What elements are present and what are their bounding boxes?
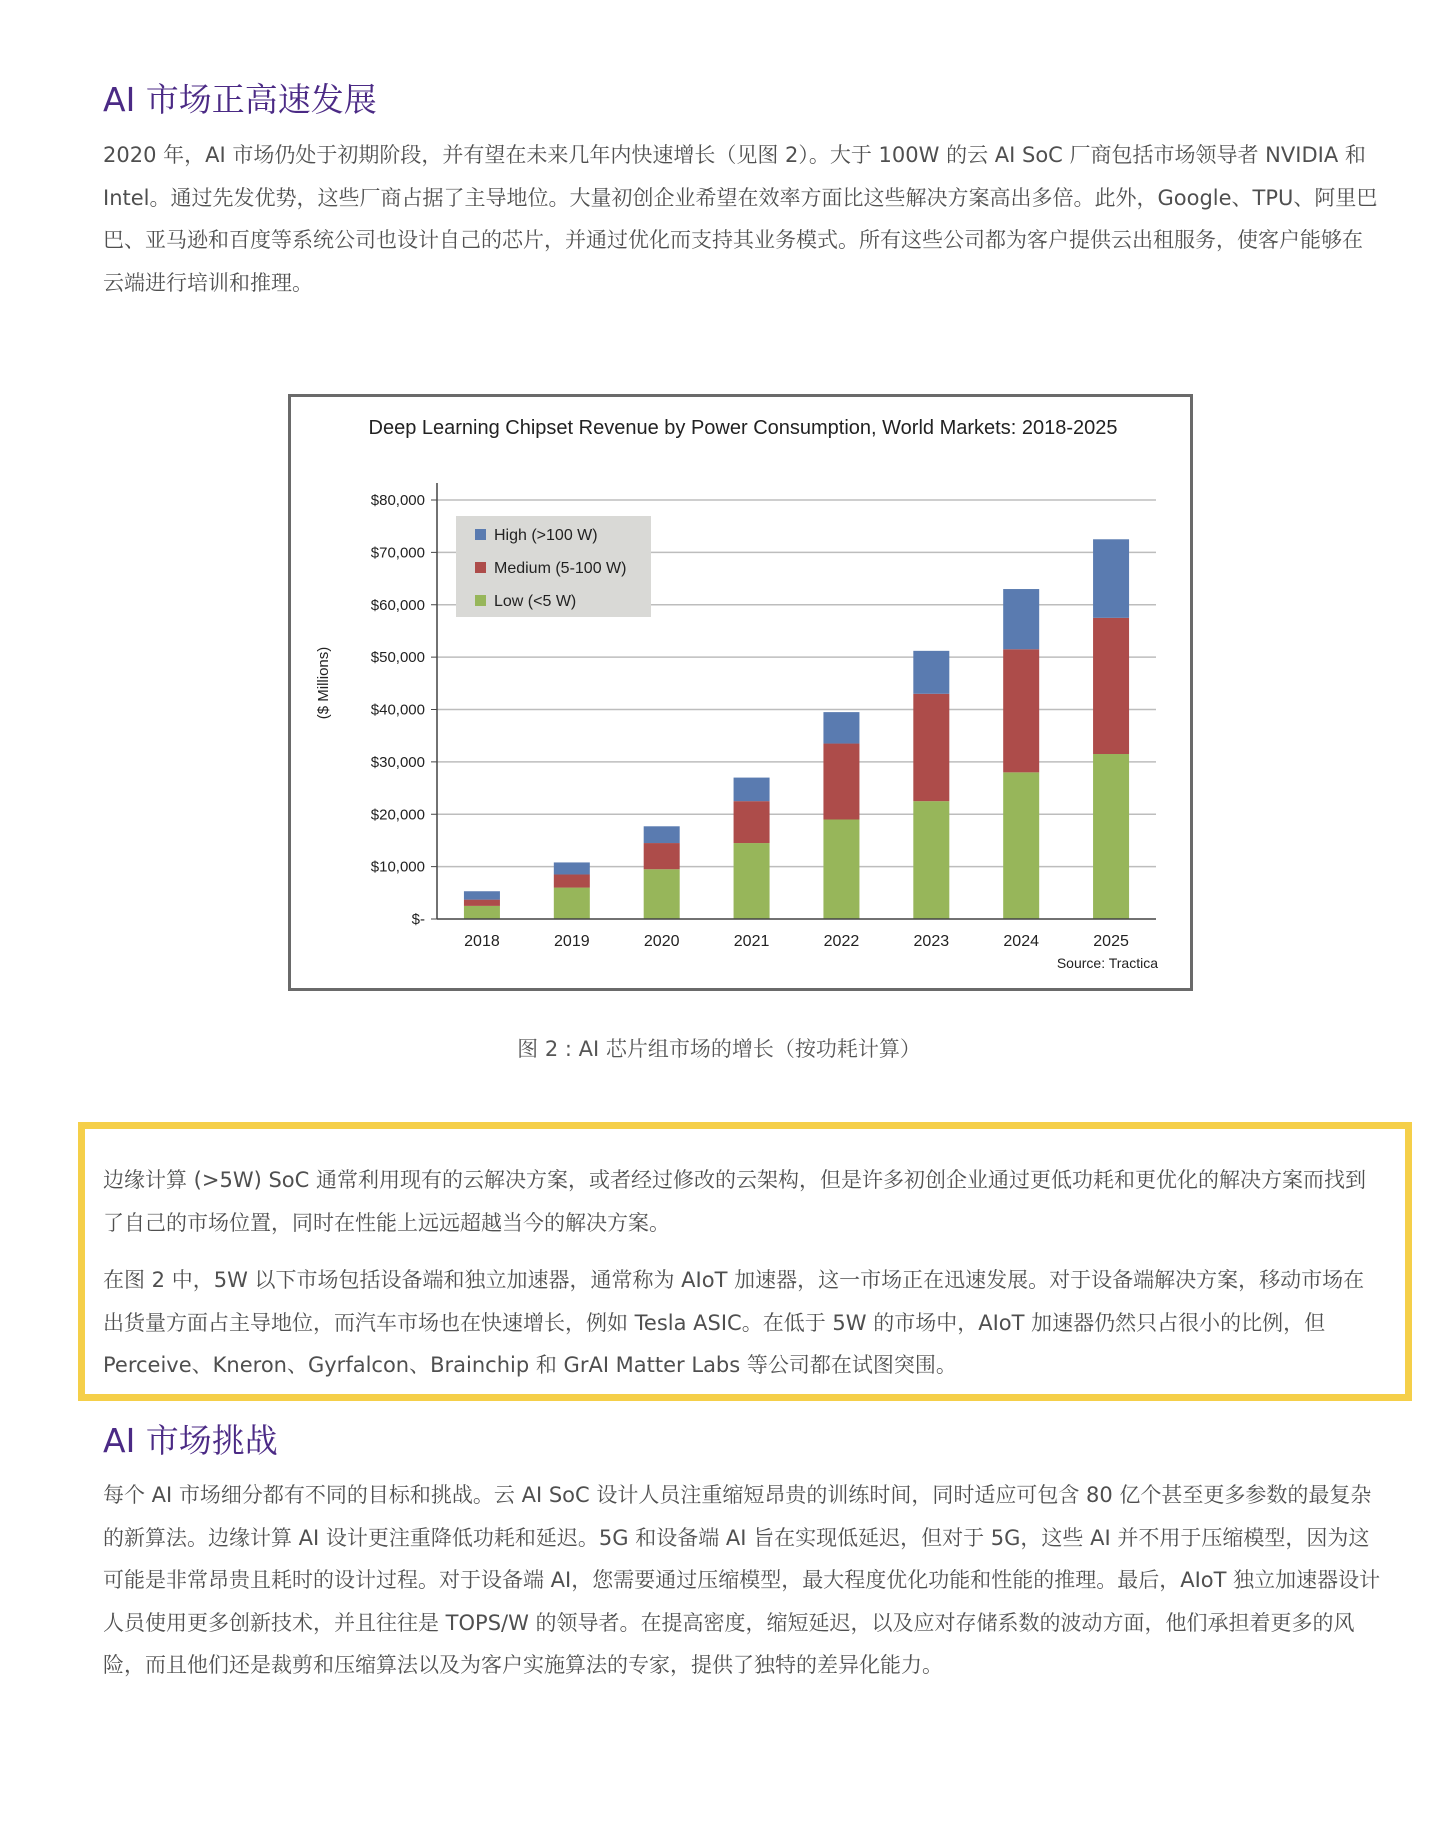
bar-segment — [464, 900, 500, 906]
bar-segment — [913, 801, 949, 919]
callout-paragraph-aiot: 在图 2 中，5W 以下市场包括设备端和独立加速器，通常称为 AIoT 加速器，这一市场正在迅速发展。对于设备端解决方案，移动市场在出货量方面占主导地位，而汽车市场也在快速增长，例如 Tesla ASIC。在低于 5W 的市场中，AIoT 加速器仍然只占很小的比例，但 Perceive、Kneron、Gyrfalcon、Brainchip 和 GrAI Matter Labs 等公司都在试图突围。 — [103, 1268, 1365, 1377]
legend-swatch — [475, 595, 486, 606]
bar-segment — [644, 826, 680, 843]
bar-segment — [1003, 772, 1039, 919]
x-tick-label: 2018 — [464, 933, 500, 950]
legend-swatch — [475, 562, 486, 573]
figure-caption: 图 2 : AI 芯片组市场的增长（按功耗计算） — [517, 1037, 921, 1061]
bar-segment — [913, 651, 949, 694]
y-tick-label: $80,000 — [370, 492, 425, 509]
x-tick-label: 2023 — [913, 933, 950, 950]
bar-segment — [1093, 618, 1129, 754]
bar-segment — [644, 843, 680, 869]
x-tick-label: 2024 — [1003, 933, 1039, 950]
x-tick-label: 2021 — [733, 933, 770, 950]
chart-figure — [288, 394, 1193, 991]
bar-segment — [644, 869, 680, 919]
x-tick-label: 2025 — [1093, 933, 1129, 950]
y-tick-label: $- — [411, 911, 425, 928]
legend-label: High (>100 W) — [494, 527, 598, 544]
bar-segment — [1093, 539, 1129, 618]
bar-segment — [1093, 754, 1129, 919]
bar-segment — [554, 888, 590, 919]
x-tick-label: 2020 — [643, 933, 680, 950]
legend-swatch — [475, 529, 486, 540]
highlight-callout — [78, 1122, 1412, 1401]
chart-legend — [456, 516, 651, 617]
challenges-paragraph: 每个 AI 市场细分都有不同的目标和挑战。云 AI SoC 设计人员注重缩短昂贵的训练时间，同时适应可包含 80 亿个甚至更多参数的最复杂的新算法。边缘计算 AI 设计更注重降低功耗和延迟。5G 和设备端 AI 旨在实现低延迟，但对于 5G，这些 AI 并不用于压缩模型，因为这可能是非常昂贵且耗时的设计过程。对于设备端 AI，您需要通过压缩模型，最大程度优化功能和性能的推理。最后，AIoT 独立加速器设计人员使用更多创新技术，并且往往是 TOPS/W 的领导者。在提高密度，缩短延迟，以及应对存储系数的波动方面，他们承担着更多的风险，而且他们还是裁剪和压缩算法以及为客户实施算法的专家，提供了独特的差异化能力。 — [103, 1483, 1381, 1677]
intro-paragraph: 2020 年，AI 市场仍处于初期阶段，并有望在未来几年内快速增长（见图 2）。大于 100W 的云 AI SoC 厂商包括市场领导者 NVIDIA 和 Intel。通过先发优势，这些厂商占据了主导地位。大量初创企业希望在效率方面比这些解决方案高出多倍。此外，Google、TPU、阿里巴巴、亚马逊和百度等系统公司也设计自己的芯片，并通过优化而支持其业务模式。所有这些公司都为客户提供云出租服务，使客户能够在云端进行培训和推理。 — [103, 143, 1378, 295]
legend-label: Medium (5-100 W) — [494, 560, 627, 577]
chart-source: Source: Tractica — [1056, 955, 1158, 971]
y-tick-label: $40,000 — [370, 701, 425, 719]
y-tick-label: $30,000 — [370, 753, 425, 771]
y-tick-label: $20,000 — [370, 806, 425, 824]
section-heading-market-challenges: AI 市场挑战 — [103, 1421, 278, 1460]
section-heading-market-growth: AI 市场正高速发展 — [103, 80, 377, 119]
bar-segment — [734, 778, 770, 802]
bar-segment — [734, 843, 770, 919]
bar-segment — [1003, 649, 1039, 772]
bar-segment — [464, 891, 500, 899]
y-tick-label: $50,000 — [370, 649, 425, 667]
bar-segment — [823, 819, 859, 919]
bar-segment — [554, 874, 590, 887]
y-tick-label: $60,000 — [370, 596, 425, 614]
callout-paragraph-edge: 边缘计算 (>5W) SoC 通常利用现有的云解决方案，或者经过修改的云架构，但是许多初创企业通过更低功耗和更优化的解决方案而找到了自己的市场位置，同时在性能上远远超越当今的解决方案。 — [103, 1168, 1366, 1235]
revenue-chart — [291, 397, 1190, 988]
x-tick-label: 2019 — [554, 933, 590, 950]
chart-title: Deep Learning Chipset Revenue by Power Consumption, World Markets: 2018-2025 — [368, 417, 1118, 439]
y-axis-label: ($ Millions) — [315, 646, 332, 720]
x-tick-label: 2022 — [823, 933, 860, 950]
bar-segment — [554, 862, 590, 874]
y-tick-label: $70,000 — [370, 544, 425, 562]
bar-segment — [464, 906, 500, 919]
y-tick-label: $10,000 — [370, 858, 425, 876]
legend-label: Low (<5 W) — [494, 593, 577, 610]
bar-segment — [823, 712, 859, 743]
bar-segment — [734, 801, 770, 843]
bar-segment — [1003, 589, 1039, 649]
bar-segment — [913, 694, 949, 801]
bar-segment — [823, 744, 859, 820]
